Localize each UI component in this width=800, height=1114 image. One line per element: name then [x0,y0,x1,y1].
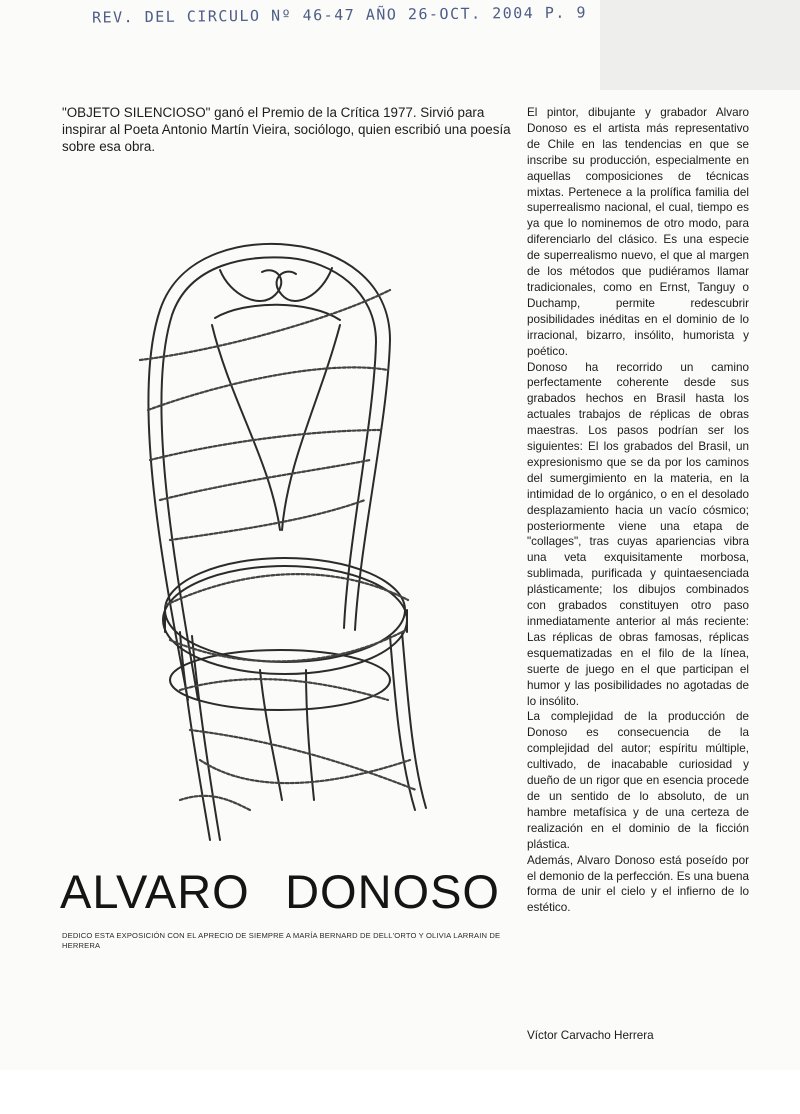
scan-edge-band [600,0,800,90]
artist-last-name: DONOSO [285,865,500,918]
essay-author-signature: Víctor Carvacho Herrera [527,1029,654,1042]
exhibition-dedication: DEDICO ESTA EXPOSICIÓN CON EL APRECIO DE SIEMPRE A MARÍA BERNARD DE DELL'ORTO Y OLIVIA LARRAIN DE HERRERA [62,931,501,950]
essay-paragraph: Donoso ha recorrido un camino perfectamente coherente desde sus grabados hechos en Brasil hasta los actuales trabajos de réplicas de obras maestras. Los pasos podrían ser los siguientes: El los grabados del Brasil, un expresionismo que se da por los caminos del sumergimiento en la materia, en la intimidad de lo orgánico, o en el desolado desplazamiento hacia un vacío cósmico; posteriormente viene una etapa de "collages", tras cuyas apariencias vibra una veta exquisitamente morbosa, sublimada, purificada y quintaesenciada plásticamente; los dibujos combinados con grabados constituyen otro paso inmediatamente anterior al más reciente: Las réplicas de obras famosas, réplicas esquematizadas en el filo de la línea, suerte de juego en el que participan el humor y las posibilidades no agotadas de lo insólito. [527,360,749,708]
essay-paragraph: Además, Alvaro Donoso está poseído por el demonio de la perfección. Es una buena forma de unir el cielo y el infierno de lo estético. [527,853,749,915]
artwork-caption: "OBJETO SILENCIOSO" ganó el Premio de la Crítica 1977. Sirvió para inspirar al Poeta Antonio Martín Vieira, sociólogo, quien escribió una poesía sobre esa obra. [62,105,511,154]
page-bottom-margin [0,1070,800,1114]
essay-paragraph: El pintor, dibujante y grabador Alvaro Donoso es el artista más representativo de Chile en las tendencias en que se inscribe su producción, especialmente en aquellas composiciones de técnicas mixtas. Pertenece a la prolífica familia del superrealismo nacional, el cual, tiempo es ya que lo nominemos de otro modo, para diferenciarlo del clásico. Es una especie de superrealismo nuevo, el que al margen de los métodos que pudiéramos llamar tradicionales, como en Ernst, Tanguy o Duchamp, permite redescubrir posibilidades inéditas en el dominio de lo irracional, bizarro, insólito, humorista y poético. [527,106,749,358]
handwritten-source-note: REV. DEL CIRCULO Nº 46-47 AÑO 26-OCT. 2004 P. 9 [91,3,588,27]
artist-first-name: ALVARO [60,865,250,918]
critic-essay [527,105,749,916]
essay-paragraph: La complejidad de la producción de Donoso es consecuencia de la complejidad del autor; espíritu múltiple, cultivado, de inacabable curiosidad y dueño de un rigor que en esencia procede de un sentido de lo absoluto, de un hambre metafísica y de una certeza de realización en el dominio de la ficción plástica. [527,710,749,851]
artist-name [60,865,500,918]
chair-drawing-illustration [70,200,480,860]
